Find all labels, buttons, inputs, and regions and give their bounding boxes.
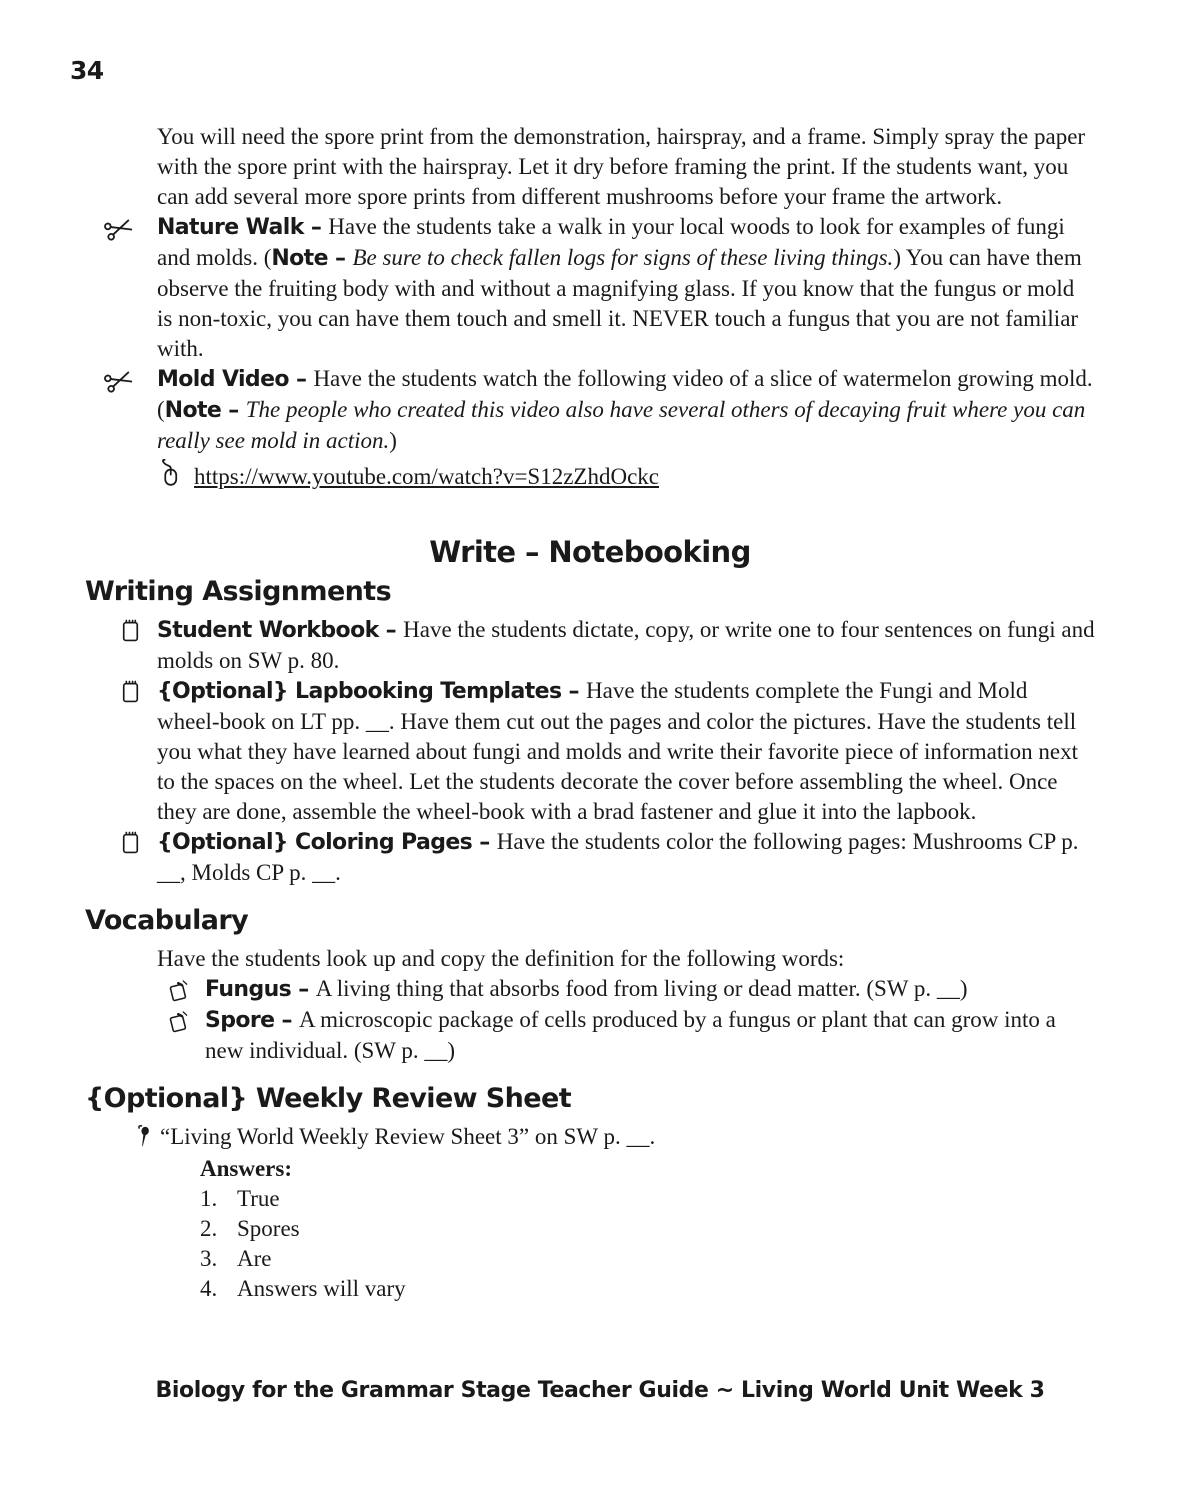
clipboard-icon (167, 1009, 190, 1034)
activity-text: ) (389, 428, 397, 453)
section-heading-writing-assignments: Writing Assignments (85, 576, 392, 607)
video-link-row (157, 459, 1095, 495)
assignment-label: Student Workbook – (157, 618, 404, 643)
answer-text: True (237, 1186, 280, 1211)
assignment-label: {Optional} Lapbooking Templates – (157, 679, 586, 704)
note-text: The people who created this video also have several others of decaying fruit where you can really see mold in action. (157, 397, 1086, 453)
section-heading-weekly-review: {Optional} Weekly Review Sheet (85, 1083, 571, 1114)
writing-assignments-list (85, 615, 1095, 888)
assignment-text: Have the students dictate, copy, or write one to four sentences on fungi and molds on SW p. 80. (157, 617, 1095, 673)
vocab-text: A microscopic package of cells produced by a fungus or plant that can grow into a new individual. (SW p. __) (205, 1007, 1056, 1063)
assignment-text: Have the students color the following pages: Mushrooms CP p. __, Molds CP p. __. (157, 829, 1079, 885)
answer-item (200, 1214, 1095, 1244)
answer-item (200, 1274, 1095, 1304)
weekly-review-text: “Living World Weekly Review Sheet 3” on SW p. __. (160, 1124, 656, 1149)
assignment-label: {Optional} Coloring Pages – (157, 830, 497, 855)
scissors-icon (103, 216, 135, 241)
intro-paragraph: You will need the spore print from the demonstration, hairspray, and a frame. Simply spray the paper with the spore print with the hairspray. Let it dry before framing the print. If the students want, you can add several more spore prints from different mushrooms before your frame the artwork. (157, 124, 1086, 209)
answer-item (200, 1244, 1095, 1274)
notepad-icon (121, 830, 140, 855)
assignment-item-lapbooking-templates (85, 676, 1095, 827)
answer-number: 2. (200, 1216, 218, 1241)
mouse-icon (157, 459, 181, 495)
note-text: Be sure to check fallen logs for signs of these living things. (352, 245, 894, 270)
assignment-item-coloring-pages (85, 827, 1095, 888)
answers-list (200, 1184, 1095, 1304)
answer-number: 3. (200, 1246, 218, 1271)
activity-label: Nature Walk – (157, 215, 329, 240)
note-label: Note – (271, 246, 353, 271)
vocab-label: Spore – (205, 1008, 299, 1033)
activity-item-nature-walk (85, 212, 1095, 364)
section-heading-write-notebooking: Write – Notebooking (429, 535, 751, 569)
notepad-icon (121, 618, 140, 643)
activity-text: Have the students take a walk in your local woods to look for examples of fungi and molds. ( (157, 214, 1065, 270)
section-heading-vocabulary: Vocabulary (85, 905, 249, 936)
answer-text: Spores (237, 1216, 300, 1241)
activity-text: Have the students watch the following video of a slice of watermelon growing mold. ( (157, 366, 1093, 422)
page-number: 34 (70, 56, 104, 85)
vocab-label: Fungus – (205, 977, 316, 1002)
activity-item-mold-video (85, 364, 1095, 495)
vocabulary-intro: Have the students look up and copy the definition for the following words: (157, 946, 845, 971)
activity-text: ) You can have them observe the fruiting body with and without a magnifying glass. If you know that the fungus or mold is non-toxic, you can have them touch and smell it. NEVER touch a fungus that you are not familiar with. (157, 245, 1082, 361)
vocab-text: A living thing that absorbs food from living or dead matter. (SW p. __) (315, 976, 968, 1001)
vocab-term-spore (85, 1005, 1095, 1066)
vocabulary-list (85, 974, 1095, 1066)
answers-label: Answers: (200, 1156, 292, 1181)
answer-text: Are (237, 1246, 272, 1271)
pushpin-icon (135, 1124, 152, 1150)
vocab-term-fungus (85, 974, 1095, 1005)
answer-item (200, 1184, 1095, 1214)
youtube-link[interactable]: https://www.youtube.com/watch?v=S12zZhdOckc (194, 464, 659, 489)
activity-label: Mold Video – (157, 367, 314, 392)
answer-number: 4. (200, 1276, 218, 1301)
note-label: Note – (164, 398, 246, 423)
answers-block (200, 1154, 1095, 1304)
assignment-text: Have the students complete the Fungi and Mold wheel-book on LT pp. __. Have them cut out the pages and color the pictures. Have the students tell you what they have learned about fungi and molds and write their favorite piece of information next to the spaces on the wheel. Let the students decorate the cover before assembling the wheel. Once they are done, assemble the wheel-book with a brad fastener and glue it into the lapbook. (157, 678, 1078, 824)
page-footer: Biology for the Grammar Stage Teacher Guide ~ Living World Unit Week 3 (155, 1378, 1045, 1403)
clipboard-icon (167, 978, 190, 1003)
weekly-review-item (85, 1122, 1095, 1152)
scissors-icon (103, 368, 135, 393)
assignment-item-student-workbook (85, 615, 1095, 676)
notepad-icon (121, 679, 140, 704)
answer-text: Answers will vary (237, 1276, 406, 1301)
activity-list (85, 212, 1095, 495)
answer-number: 1. (200, 1186, 218, 1211)
